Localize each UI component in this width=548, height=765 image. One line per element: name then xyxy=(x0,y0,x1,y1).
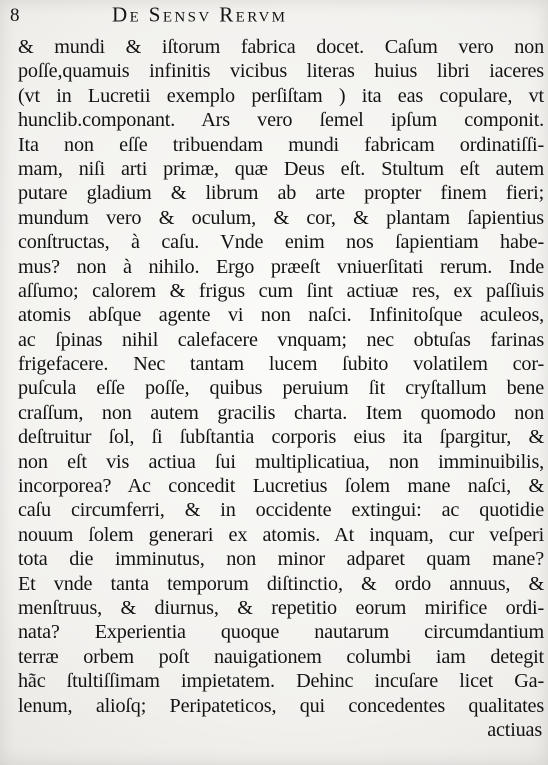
text-line: & mundi & iſtorum fabrica docet. Caſum vero non xyxy=(18,36,544,58)
text-line: tota die imminutus, non minor adparet quam mane? xyxy=(18,548,544,571)
text-line: nouum ſolem generari ex atomis. At inquam, cur veſperi xyxy=(18,523,544,546)
text-line: Ita non eſſe tribuendam mundi fabricam ordinatiſſi- xyxy=(18,133,544,156)
body-text xyxy=(18,35,544,742)
text-line: ac ſpinas nihil calefacere vnquam; nec obtuſas farinas xyxy=(18,328,544,351)
text-line: menſtruus, & diurnus, & repetitio eorum mirifice ordi- xyxy=(18,596,544,619)
text-line: (vt in Lucretii exemplo perſiſtam ) ita eas copulare, vt xyxy=(18,84,544,107)
text-line: caſu circumferri, & in occidente extingui: ac quotidie xyxy=(18,499,544,522)
text-line: nata? Experientia quoque nautarum circumdantium xyxy=(18,621,544,644)
text-line: terræ orbem poſt nauigationem columbi iam detegit xyxy=(18,645,544,668)
text-line: hunclib.componant. Ars vero ſemel ipſum componit. xyxy=(18,109,544,132)
text-line: incorporea? Ac concedit Lucretius ſolem mane naſci, & xyxy=(18,475,544,498)
page-number: 8 xyxy=(10,5,20,26)
text-line: mus? non à nihilo. Ergo præeſt vniuerſitati rerum. Inde xyxy=(18,255,544,278)
text-line: frigefacere. Nec tantam lucem ſubito volatilem cor- xyxy=(18,353,544,376)
text-line: Et vnde tanta temporum diſtinctio, & ordo annuus, & xyxy=(18,572,544,595)
text-line: mundum vero & oculum, & cor, & plantam ſapientius xyxy=(18,206,544,229)
text-line: lenum, alioſq; Peripateticos, qui concedentes qualitates xyxy=(18,694,544,717)
text-line: puſcula eſſe poſſe, quibus peruium ſit cryſtallum bene xyxy=(18,377,544,400)
text-line: hãc ſtultiſſimam impietatem. Dehinc incuſare licet Ga- xyxy=(18,670,544,693)
text-line: craſſum, non autem gracilis charta. Item quomodo non xyxy=(18,401,544,424)
text-line: aſſumo; calorem & frigus cum ſint actiuæ res, ex paſſiuis xyxy=(18,279,544,302)
text-line: deſtruitur ſol, ſi ſubſtantia corporis eius ita ſpargitur, & xyxy=(18,426,544,449)
page-header xyxy=(0,0,548,30)
text-line: poſſe,quamuis infinitis vicibus literas huius libri iaceres xyxy=(18,60,544,83)
catchword: actiuas xyxy=(487,718,542,741)
text-line: conſtructas, à caſu. Vnde enim nos ſapientiam habe- xyxy=(18,231,544,254)
text-line: atomis abſque agente vi non naſci. Infinitoſque aculeos, xyxy=(18,304,544,327)
text-line: putare gladium & librum ab arte propter finem fieri; xyxy=(18,182,544,205)
text-line: non eſt vis actiua ſui multiplicatiua, non imminuibilis, xyxy=(18,450,544,473)
running-head: De Sensv Rervm xyxy=(112,3,288,27)
text-line: mam, niſi arti primæ, quæ Deus eſt. Stultum eſt autem xyxy=(18,157,544,180)
